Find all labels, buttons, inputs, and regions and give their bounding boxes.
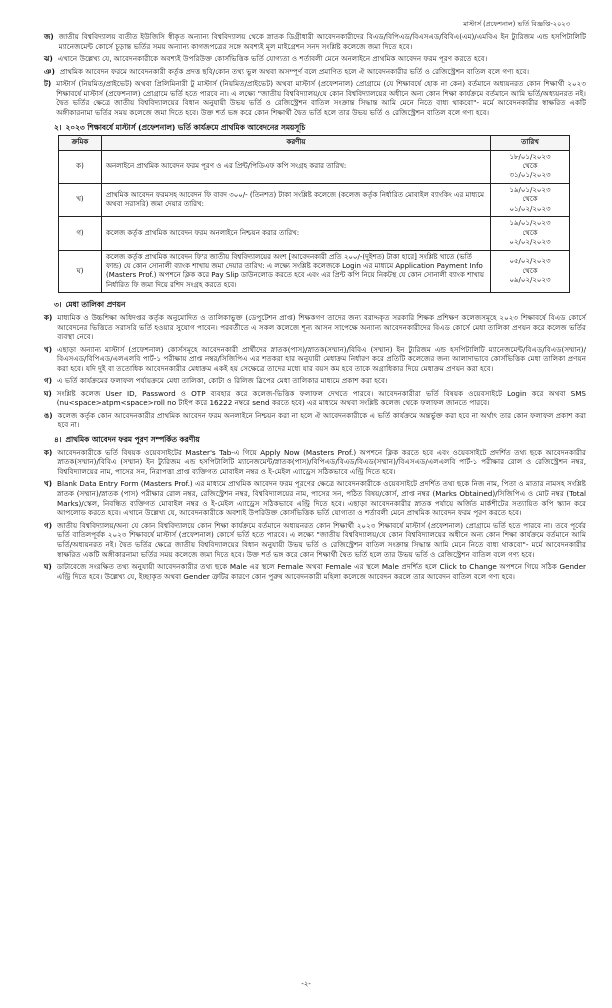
merit-list [44,313,586,430]
table-row [59,217,570,250]
item-text: সংশ্লিষ্ট কলেজ User ID, Password ও OTP ব্যবহার করে কলেজ-ভিত্তিক ফলাফল দেখতে পারবে। আবেদনকারীরা ভর্তি বিষয়ক ওয়েবসাইটে Login করে অথবা SMS (nu<space>atpm<space>roll no টাইপ করে 16222 নম্বরে send করতে হবে) এর মাধ্যমে অথবা সংশ্লিষ্ট কলেজ থেকে ফলাফল জানতে পারবে। [56,388,586,408]
section-number: ৪। [54,435,62,445]
table-row [59,150,570,183]
item-label: খ) [44,344,53,354]
item-label: গ) [44,376,52,386]
list-item [44,67,586,77]
section-heading-schedule [54,123,586,133]
cell-date: ১৯/০১/২০২৩ থেকে ০১/০২/২০২৩ [491,183,570,216]
section-number: ৩। [54,300,62,310]
column-header-date: তারিখ [491,136,570,150]
cell-serial: ক) [59,150,102,183]
item-text: জাতীয় বিশ্ববিদ্যালয়/অন্য যে কোন বিশ্ববিদ্যালয়ে কোন শিক্ষা কার্যক্রমে বর্তমানে অধ্যয়নরত কোন শিক্ষার্থী ২০২৩ শিক্ষাবর্ষে মাস্টার্স (প্রফেশনাল) প্রোগ্রামে ভর্তি হতে পারবে না। তবে পূর্বের ভর্তি বাতিলপূর্বক ২০২৩ শিক্ষাবর্ষে মাস্টার্স (প্রফেশনাল) কোর্সে ভর্তি হতে পারবে। এ লক্ষ্যে "জাতীয় বিশ্ববিদ্যালয়/যে কোন বিশ্ববিদ্যালয়ের অধীনে অন্য কোন শিক্ষা কার্যক্রমে বর্তমানে আমি ভর্তি/অধ্যয়নরত নই। দ্বৈত ভর্তির ক্ষেত্রে জাতীয় বিশ্ববিদ্যালয়ের বিধান অনুযায়ী উভয় ভর্তি ও রেজিস্ট্রেশন বাতিল সংক্রান্ত সিদ্ধান্ত আমি মেনে নিতে বাধ্য থাকবো"- মর্মে আবেদনকারীর স্বাক্ষরিত একটি অঙ্গীকারনামা ভর্তির সময় কলেজে জমা দিতে হবে। উক্ত শর্ত ভঙ্গ করে কোন শিক্ষার্থী দ্বৈত ভর্তি হলে তার উভয় ভর্তি ও রেজিস্ট্রেশন বাতিল বলে গণ্য হবে। [57,520,586,559]
cell-task: অনলাইনে প্রাথমিক আবেদন ফরম পূরণ ও এর প্রিন্ট/পিডিএফ কপি সংগ্রহ করার তারিখ: [102,150,491,183]
item-text: ডাটাবেজে সংরক্ষিত তথ্য অনুযায়ী আবেদনকারীর তথ্য ছকে Male এর স্থলে Female অথবা Female এর স্থলে Male প্রদর্শিত হলে Click to Change অপশনে গিয়ে সঠিক Gender এন্ট্রি দিতে হবে। উল্লেখ্য যে, ইচ্ছাকৃত অথবা Gender ত্রুটির কারণে কোন পুরুষ আবেদনকারী মহিলা কলেজে আবেদন করলে তার আবেদন বাতিল বলে গণ্য হবে। [56,562,586,581]
section-heading-form [54,435,586,445]
section-title: ২০২৩ শিক্ষাবর্ষে মাস্টার্স (প্রফেশনাল) ভর্তি কার্যক্রমে প্রাথমিক আবেদনের সময়সূচি [65,122,306,132]
page-number: -২- [301,980,311,988]
list-item [44,411,586,430]
item-label: খ) [44,479,53,489]
item-label: ঘ) [44,562,52,572]
cell-task: প্রাথমিক আবেদন ফরমসহ আবেদন ফি বাবদ ৩০০/- (তিনশত) টাকা সংশ্লিষ্ট কলেজে (কলেজ কর্তৃক নির্ধারিত মোবাইল ব্যাংকিং এর মাধ্যমে অথবা সরাসরি) জমা দেয়ার তারিখ: [102,183,491,216]
list-item [44,521,586,560]
list-item [44,376,586,386]
cell-date: ০৫/০২/২০২৩ থেকে ০৯/০২/২০২৩ [491,250,570,293]
item-label: ঙ) [44,410,53,420]
table-header-row [59,136,570,150]
table-row [59,183,570,216]
table-row [59,250,570,293]
list-item [44,562,586,581]
schedule-table [58,135,570,293]
item-label: ঞ) [44,66,55,76]
item-text: প্রাথমিক আবেদন ফরমে আবেদনকারী কর্তৃক প্রদত্ত ছবি/কোন তথ্য ভুল অথবা অসম্পূর্ণ বলে প্রমাণিত হলে ঐ আবেদনকারীর ভর্তি ও রেজিস্ট্রেশন বাতিল বলে গণ্য হবে। [59,66,530,76]
item-text: জাতীয় বিশ্ববিদ্যালয় ব্যতীত ইউজিসি স্বীকৃত অন্যান্য বিশ্ববিদ্যালয় থেকে স্নাতক ডিগ্রীধারী আবেদনকারীদের বিএড/বিপিএড/বিএসএড/বিবিএ(এম)/এমবিএ ইন ট্যুরিজম এন্ড হসপিটালিটি ম্যানেজমেন্ট কোর্সে চূড়ান্ত ভর্তির সময় অন্যান্য কাগজপত্রের সঙ্গে অবশ্যই মূল মাইগ্রেশন সনদ সংশ্লিষ্ট কলেজে জমা দিতে হবে। [58,32,586,51]
section-heading-merit [54,300,586,310]
item-text: Blank Data Entry Form (Masters Prof.) এর মাধ্যমে প্রাথমিক আবেদন ফরম পূরণের ক্ষেত্রে আবেদনকারীকে ওয়েবসাইটে প্রদর্শিত তথ্য ছকে নিজ নাম, পিতা ও মাতার নামসহ সংশ্লিষ্ট স্নাতক (সম্মান)/স্নাতক (পাস) পরীক্ষার রোল নম্বর, রেজিস্ট্রেশন নম্বর, বিশ্ববিদ্যালয়ের নাম, পাসের সন, পঠিত বিষয়/কোর্স, প্রাপ্ত নম্বর (Marks Obtained)/সিজিপিএ ও মোট নম্বর (Total Marks)/স্কেল, নিবন্ধিত ব্যক্তিগত মোবাইল নম্বর ও ই-মেইল এ্যাড্রেস সঠিকভাবে এন্ট্রি দিতে হবে। এছাড়া আবেদনকারীর স্নাতক পর্যায়ে অর্জিত মার্কশীটের সত্যায়িত কপি স্ক্যান করে আপলোড করতে হবে। এখানে উল্লেখ্য যে, আবেদনকারীকে অবশ্যই উপরিউক্ত কোর্সভিত্তিক ভর্তি যোগ্যতা ও শর্তাবলী মেনে প্রাথমিক আবেদন ফরম পূরণ করতে হবে। [57,479,586,518]
item-label: ট) [44,78,52,88]
cell-serial: ঘ) [59,250,102,293]
cell-date: ১৮/০১/২০২৩ থেকে ৩১/০১/২০২৩ [491,150,570,183]
list-item [44,345,586,374]
list-item [44,79,586,118]
list-item [44,54,586,64]
item-text: এছাড়া অন্যান্য মাস্টার্স (প্রফেশনাল) কোর্সসমূহে আবেদনকারী প্রার্থীদের স্নাতক(পাস)/স্নাতক(সম্মান)/বিবিএ (সম্মান) ইন ট্যুরিজম এন্ড হসপিটালিটি ম্যানেজমেন্ট/বিএড/বিএড(সম্মান)/বিএসএড/বিপিএড/এলএলবি পার্ট-১ পরীক্ষায় প্রাপ্ত নম্বর/সিজিপিএ এর শতকরা হার অনুযায়ী মেধাক্রম নির্ধারণ করে প্রতিটি কলেজের জন্য আলাদাভাবে কোর্সভিত্তিক মেধা তালিকা প্রণয়ন করা হবে। যদি দুই বা ততোধিক আবেদনকারীর মেধাক্রম একই হয় সেক্ষেত্রে তাদের মধ্যে যার বয়স কম হবে তাকে অগ্রাধিকার দিয়ে মেধাক্রম প্রণয়ন করা হবে। [57,344,586,373]
item-text: এ ভর্তি কার্যক্রমের ফলাফল পর্যায়ক্রমে মেধা তালিকা, কোটা ও রিলিজ স্লিপের মেধা তালিকার মাধ্যমে প্রকাশ করা হবে। [57,376,388,386]
form-instructions-list [44,448,586,582]
item-text: এখানে উল্লেখ্য যে, আবেদনকারীকে অবশ্যই উপরিউক্ত কোর্সভিত্তিক ভর্তি যোগ্যতা ও শর্তাবলী মেনে অনলাইনে প্রাথমিক আবেদন ফরম পূরণ করতে হবে। [57,54,488,64]
item-text: কলেজ কর্তৃক কোন আবেদনকারীর প্রাথমিক আবেদন ফরম অনলাইনে নিশ্চয়ন করা না হলে ঐ আবেদনকারীকে এ ভর্তি কার্যক্রমে অন্তর্ভুক্ত করা হবে না অর্থাৎ তার কোন ফলাফল প্রকাশ করা হবে না। [57,410,586,430]
item-label: ক) [44,447,53,457]
cell-serial: গ) [59,217,102,250]
item-label: ক) [44,312,53,322]
column-header-task: করণীয় [102,136,491,150]
section-number: ২। [54,122,62,132]
cell-date: ১৯/০১/২০২৩ থেকে ০২/০২/২০২৩ [491,217,570,250]
item-text: আবেদনকারীকে ভর্তি বিষয়ক ওয়েবসাইটের Master's Tab-এ গিয়ে Apply Now (Masters Prof.) অপশনে ক্লিক করতে হবে এবং ওয়েবসাইটে প্রদর্শিত তথ্য ছকে আবেদনকারীর স্নাতক(সম্মান)/বিবিএ (সম্মান) ইন ট্যুরিজম এন্ড হসপিটালিটি ম্যানেজমেন্ট/স্নাতক(পাস)/বিপিএড/বিএড/বিএড(সম্মান)/বিএসএড/এলএলবি পার্ট-১ পরীক্ষার রোল ও রেজিস্ট্রেশন নম্বর, বিশ্ববিদ্যালয়ের নাম, পাসের সন, নিরাপত্তা প্রাপ্ত ব্যক্তিগত মোবাইল নম্বর ও ই-মেইল এ্যাড্রেস সঠিকভাবে এন্ট্রি দিতে হবে। [57,447,586,477]
intro-list [44,32,586,118]
item-label: ঘ) [44,388,52,398]
section-title: মেধা তালিকা প্রণয়ন [65,300,126,310]
item-label: গ) [44,520,52,530]
column-header-serial: ক্রমিক [59,136,102,150]
item-text: মাধ্যমিক ও উচ্চশিক্ষা অধিদপ্তর কর্তৃক অনুমোদিত ও তালিকাভুক্ত (ডেপুটেশন প্রাপ্ত) শিক্ষকগণ তাদের জন্য বরাদ্দকৃত সরকারি শিক্ষক প্রশিক্ষণ কলেজসমূহে ২০২৩ শিক্ষাবর্ষে বিএড কোর্সে আবেদনের ভিত্তিতে সরাসরি ভর্তি হওয়ার সুযোগ পাবেন। পরবর্তীতে এ সকল কলেজে শূন্য আসন সাপেক্ষে অন্যান্য আবেদনকারীদের বিএড কোর্সে মেধা তালিকা প্রণয়ন করে কলেজ ভর্তির ব্যবস্থা নেবে। [57,312,586,342]
cell-task: কলেজ কর্তৃক প্রাথমিক আবেদন ফি'র জাতীয় বিশ্ববিদ্যালয়ের অংশ [আবেদনকারী প্রতি ২০০/-(দুইশত) টাকা হারে] সংশ্লিষ্ট খাতে (ভর্তি ফান্ড) যে কোন সোনালী ব্যাংক শাখায় জমা দেয়ার তারিখ: এ লক্ষ্যে সংশ্লিষ্ট কলেজকে Login এর মাধ্যমে Application Payment Info (Masters Prof.) অপশনে ক্লিক করে Pay Slip ডাউনলোড করতে হবে এবং এর প্রিন্ট কপি নিয়ে নিকটস্থ যে কোন সোনালী ব্যাংক শাখায় নির্ধারিত ফি জমা দিয়ে রশিদ সংগ্রহ করতে হবে। [102,250,491,293]
item-label: জ) [44,32,54,41]
section-title: প্রাথমিক আবেদন ফরম পূরণ সম্পর্কিত করণীয় [65,435,200,445]
cell-task: কলেজ কর্তৃক প্রাথমিক আবেদন ফরম অনলাইনে নিশ্চয়ন করার তারিখ: [102,217,491,250]
running-head: মাস্টার্স (প্রফেশনাল) ভর্তি বিজ্ঞপ্তি-২০২৩ [463,20,570,28]
item-label: ঝ) [44,54,53,64]
document-body [44,32,586,584]
list-item [44,389,586,408]
cell-serial: খ) [59,183,102,216]
list-item [44,448,586,477]
list-item [44,479,586,518]
item-text: মাস্টার্স (নিয়মিত/প্রাইভেট) অথবা প্রিলিমিনারী টু মাস্টার্স (নিয়মিত/প্রাইভেট) অথবা মাস্টার্স (প্রফেশনাল) প্রোগ্রামে (যে শিক্ষাবর্ষে হোক না কেন) বর্তমানে অধ্যয়নরত কোন শিক্ষার্থী ২০২৩ শিক্ষাবর্ষে মাস্টার্স (প্রফেশনাল) প্রোগ্রামে ভর্তি হতে পারবে না। এ লক্ষ্যে "জাতীয় বিশ্ববিদ্যালয়/যে কোন বিশ্ববিদ্যালয়ের অধীনে অন্য কোন শিক্ষা কার্যক্রমে বর্তমানে আমি ভর্তি/অধ্যয়নরত নই। দ্বৈত ভর্তির ক্ষেত্রে জাতীয় বিশ্ববিদ্যালয়ের বিধান অনুযায়ী উভয় ভর্তি ও রেজিস্ট্রেশন বাতিল সংক্রান্ত সিদ্ধান্ত আমি মেনে নিতে বাধ্য থাকবো"- মর্মে আবেদনকারীর স্বাক্ষরিত একটি অঙ্গীকারনামা ভর্তির সময় কলেজে জমা দিতে হবে। উক্ত শর্ত ভঙ্গ করে কোন শিক্ষার্থী দ্বৈত ভর্তি হলে তার উভয় ভর্তি ও রেজিস্ট্রেশন বাতিল বলে গণ্য হবে। [56,78,586,117]
list-item [44,32,586,51]
list-item [44,313,586,342]
